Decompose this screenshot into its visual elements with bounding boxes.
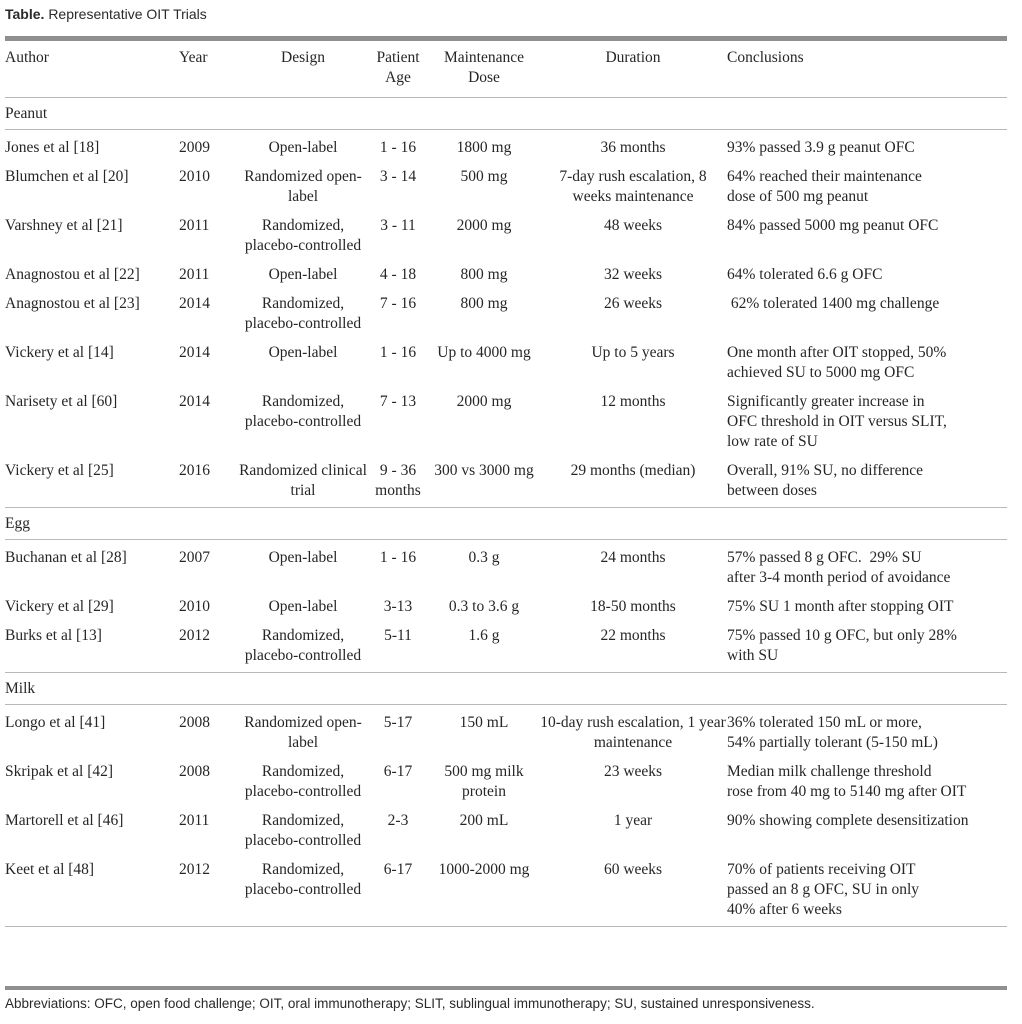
cell-duration: 18-50 months (590, 598, 676, 615)
cell-year: 2010 (179, 168, 210, 185)
cell-maintenance-dose: 800 mg (460, 295, 508, 312)
cell-patient-age: 7 - 13 (379, 393, 417, 410)
abbreviations-footnote: Abbreviations: OFC, open food challenge; OIT, oral immunotherapy; SLIT, sublingual immunotherapy; SU, sustained unresponsiveness. (5, 996, 815, 1011)
table-row (5, 618, 1007, 673)
cell-maintenance-dose: 150 mL (459, 714, 509, 731)
cell-design: Randomized open-label (244, 168, 362, 205)
section-label: Milk (5, 673, 1007, 705)
cell-conclusions: 62% tolerated 1400 mg challenge (727, 295, 940, 312)
table-row (5, 286, 1007, 335)
cell-conclusions: Median milk challenge threshold rose from 40 mg to 5140 mg after OIT (727, 763, 967, 800)
table-row (5, 803, 1007, 852)
cell-duration: 24 months (600, 549, 666, 566)
table-caption (5, 6, 207, 22)
cell-author: Vickery et al [14] (5, 344, 114, 361)
col-header-design: Design (281, 49, 325, 66)
cell-author: Varshney et al [21] (5, 217, 123, 234)
table-row (5, 130, 1007, 160)
cell-author: Vickery et al [25] (5, 462, 114, 479)
section-row (5, 98, 1007, 130)
cell-maintenance-dose: 1000-2000 mg (438, 861, 530, 878)
cell-conclusions: 64% tolerated 6.6 g OFC (727, 266, 883, 283)
cell-year: 2008 (179, 763, 210, 780)
cell-author: Narisety et al [60] (5, 393, 118, 410)
cell-duration: 23 weeks (603, 763, 663, 780)
col-header-maintenance-dose: Maintenance Dose (443, 49, 525, 86)
table-row (5, 257, 1007, 286)
cell-year: 2011 (179, 266, 210, 283)
cell-design: Randomized clinical trial (239, 462, 367, 499)
table-row (5, 589, 1007, 618)
cell-design: Open-label (268, 266, 338, 283)
col-header-patient-age: Patient Age (376, 49, 420, 86)
trials-table (5, 43, 1007, 927)
cell-conclusions: 70% of patients receiving OIT passed an 8 g OFC, SU in only 40% after 6 weeks (727, 861, 920, 918)
table-row (5, 384, 1007, 453)
caption-label: Table. (5, 6, 45, 22)
cell-year: 2014 (179, 344, 210, 361)
cell-duration: 36 months (600, 139, 666, 156)
cell-conclusions: 75% passed 10 g OFC, but only 28% with SU (727, 627, 957, 664)
cell-maintenance-dose: 200 mL (459, 812, 509, 829)
cell-patient-age: 9 - 36 months (375, 462, 421, 499)
section-label: Egg (5, 508, 1007, 540)
col-header-conclusions: Conclusions (727, 49, 804, 66)
cell-conclusions: 36% tolerated 150 mL or more, 54% partially tolerant (5-150 mL) (727, 714, 938, 751)
cell-maintenance-dose: 500 mg milk protein (444, 763, 524, 800)
cell-design: Randomized, placebo-controlled (244, 627, 362, 664)
cell-patient-age: 5-11 (384, 627, 412, 644)
bottom-rule (5, 986, 1007, 990)
section-row (5, 673, 1007, 705)
caption-title: Representative OIT Trials (48, 6, 207, 22)
cell-design: Randomized, placebo-controlled (244, 217, 362, 254)
cell-maintenance-dose: 300 vs 3000 mg (434, 462, 534, 479)
cell-design: Open-label (268, 139, 338, 156)
cell-duration: 29 months (median) (570, 462, 696, 479)
cell-maintenance-dose: 800 mg (460, 266, 508, 283)
table-body (5, 98, 1007, 927)
cell-duration: Up to 5 years (591, 344, 675, 361)
cell-design: Randomized, placebo-controlled (244, 861, 362, 898)
cell-year: 2014 (179, 295, 210, 312)
cell-year: 2009 (179, 139, 210, 156)
cell-design: Randomized, placebo-controlled (244, 763, 362, 800)
cell-maintenance-dose: 2000 mg (456, 217, 512, 234)
cell-author: Blumchen et al [20] (5, 168, 129, 185)
cell-patient-age: 1 - 16 (379, 344, 417, 361)
cell-patient-age: 1 - 16 (379, 139, 417, 156)
cell-author: Keet et al [48] (5, 861, 95, 878)
cell-conclusions: 75% SU 1 month after stopping OIT (727, 598, 954, 615)
section-label: Peanut (5, 98, 1007, 130)
cell-duration: 26 weeks (603, 295, 663, 312)
cell-patient-age: 5-17 (383, 714, 413, 731)
table-row (5, 335, 1007, 384)
table-row (5, 705, 1007, 755)
cell-patient-age: 2-3 (387, 812, 409, 829)
cell-duration: 1 year (613, 812, 653, 829)
cell-year: 2011 (179, 217, 210, 234)
cell-maintenance-dose: 500 mg (460, 168, 508, 185)
cell-year: 2008 (179, 714, 210, 731)
cell-author: Burks et al [13] (5, 627, 102, 644)
cell-patient-age: 6-17 (383, 861, 413, 878)
cell-maintenance-dose: Up to 4000 mg (437, 344, 531, 361)
cell-maintenance-dose: 2000 mg (456, 393, 512, 410)
cell-design: Open-label (268, 549, 338, 566)
cell-duration: 22 months (600, 627, 666, 644)
cell-conclusions: 57% passed 8 g OFC. 29% SU after 3-4 month period of avoidance (727, 549, 951, 586)
cell-year: 2014 (179, 393, 210, 410)
cell-duration: 48 weeks (603, 217, 663, 234)
cell-year: 2016 (179, 462, 210, 479)
cell-design: Randomized, placebo-controlled (244, 295, 362, 332)
top-rule (5, 36, 1007, 41)
cell-author: Jones et al [18] (5, 139, 100, 156)
table-row (5, 852, 1007, 927)
cell-conclusions: 90% showing complete desensitization (727, 812, 969, 829)
cell-patient-age: 3 - 11 (380, 217, 416, 234)
cell-duration: 10-day rush escalation, 1 year maintenance (540, 714, 726, 751)
cell-year: 2011 (179, 812, 210, 829)
cell-patient-age: 4 - 18 (379, 266, 417, 283)
cell-patient-age: 3-13 (383, 598, 413, 615)
cell-author: Skripak et al [42] (5, 763, 114, 780)
col-header-year: Year (179, 49, 208, 66)
cell-maintenance-dose: 0.3 g (468, 549, 500, 566)
col-header-author: Author (5, 49, 49, 66)
cell-patient-age: 6-17 (383, 763, 413, 780)
cell-year: 2007 (179, 549, 210, 566)
cell-conclusions: 64% reached their maintenance dose of 500 mg peanut (727, 168, 922, 205)
col-header-duration: Duration (605, 49, 661, 66)
cell-duration: 32 weeks (603, 266, 663, 283)
cell-design: Randomized, placebo-controlled (244, 393, 362, 430)
cell-maintenance-dose: 1800 mg (456, 139, 512, 156)
cell-patient-age: 3 - 14 (379, 168, 417, 185)
section-row (5, 508, 1007, 540)
cell-author: Anagnostou et al [23] (5, 295, 140, 312)
table-row (5, 208, 1007, 257)
cell-conclusions: One month after OIT stopped, 50% achieved SU to 5000 mg OFC (727, 344, 947, 381)
cell-maintenance-dose: 1.6 g (468, 627, 500, 644)
table-row (5, 754, 1007, 803)
cell-author: Longo et al [41] (5, 714, 106, 731)
cell-year: 2012 (179, 627, 210, 644)
cell-author: Vickery et al [29] (5, 598, 114, 615)
cell-patient-age: 1 - 16 (379, 549, 417, 566)
header-row (5, 43, 1007, 98)
table-row (5, 540, 1007, 590)
table-row (5, 159, 1007, 208)
cell-year: 2010 (179, 598, 210, 615)
cell-design: Randomized open-label (244, 714, 362, 751)
cell-duration: 12 months (600, 393, 666, 410)
cell-maintenance-dose: 0.3 to 3.6 g (448, 598, 520, 615)
cell-design: Randomized, placebo-controlled (244, 812, 362, 849)
cell-author: Anagnostou et al [22] (5, 266, 140, 283)
cell-conclusions: 84% passed 5000 mg peanut OFC (727, 217, 939, 234)
cell-author: Martorell et al [46] (5, 812, 124, 829)
cell-conclusions: Significantly greater increase in OFC threshold in OIT versus SLIT, low rate of SU (727, 393, 947, 450)
cell-conclusions: 93% passed 3.9 g peanut OFC (727, 139, 915, 156)
cell-design: Open-label (268, 598, 338, 615)
cell-duration: 7-day rush escalation, 8 weeks maintenance (559, 168, 707, 205)
cell-duration: 60 weeks (603, 861, 663, 878)
cell-design: Open-label (268, 344, 338, 361)
table-row (5, 453, 1007, 508)
cell-year: 2012 (179, 861, 210, 878)
cell-patient-age: 7 - 16 (379, 295, 417, 312)
cell-author: Buchanan et al [28] (5, 549, 127, 566)
cell-conclusions: Overall, 91% SU, no difference between doses (727, 462, 923, 499)
